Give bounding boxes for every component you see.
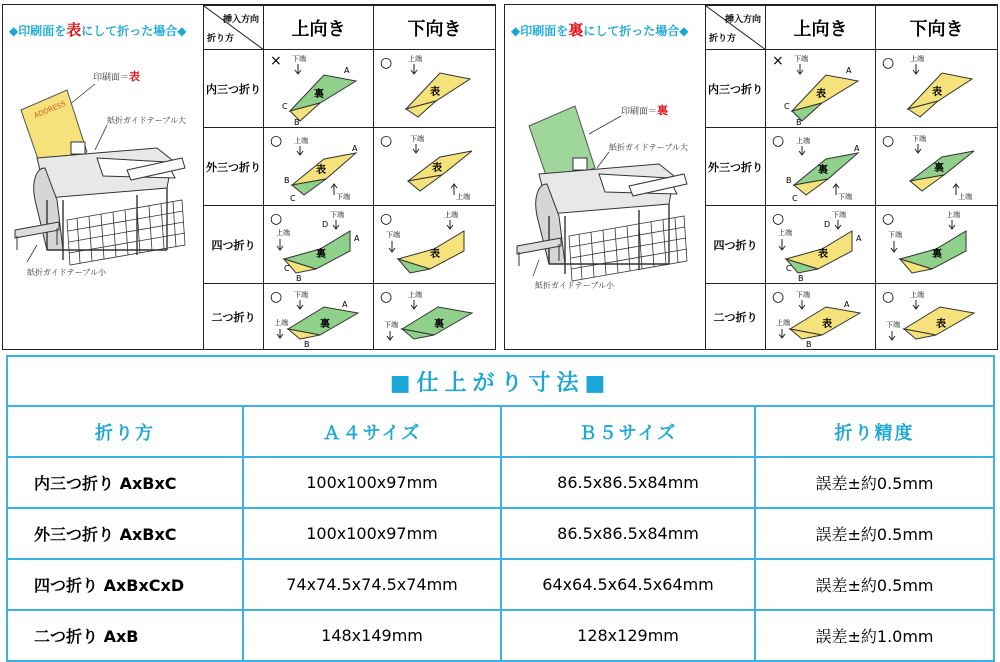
svg-text:下端: 下端 bbox=[912, 134, 926, 143]
svg-text:○: ○ bbox=[380, 132, 393, 149]
svg-text:A: A bbox=[352, 143, 358, 153]
left-fold-grid bbox=[203, 5, 496, 350]
right-fold-grid bbox=[705, 5, 998, 350]
table-row: 外三つ折り AxBxC 100x100x97mm 86.5x86.5x84mm 誤差±約0.5mm bbox=[7, 508, 994, 559]
svg-text:○: ○ bbox=[772, 132, 785, 149]
svg-text:裏: 裏 bbox=[934, 162, 944, 174]
svg-text:上端: 上端 bbox=[274, 318, 288, 327]
svg-text:上端: 上端 bbox=[776, 318, 790, 327]
svg-text:A: A bbox=[342, 299, 348, 309]
table-row: 二つ折り AxB 148x149mm 128x129mm 誤差±約1.0mm bbox=[7, 610, 994, 661]
svg-text:下端: 下端 bbox=[794, 54, 808, 63]
left-fold-panel bbox=[2, 4, 496, 350]
svg-text:表: 表 bbox=[316, 164, 326, 176]
fold-cell-inner-tri-down bbox=[374, 50, 496, 128]
fold-cell-inner-tri-down bbox=[876, 50, 998, 128]
svg-text:表: 表 bbox=[816, 88, 826, 100]
fold-cell-half-down bbox=[374, 284, 496, 350]
left-panel-title: ◆印刷面を表にして折った場合◆ bbox=[9, 21, 187, 39]
svg-text:裏: 裏 bbox=[932, 248, 942, 260]
svg-text:B: B bbox=[786, 175, 792, 185]
svg-text:裏: 裏 bbox=[320, 318, 330, 330]
col-header-down: 下向き bbox=[374, 6, 496, 50]
svg-text:○: ○ bbox=[270, 288, 283, 305]
svg-text:下端: 下端 bbox=[796, 290, 810, 299]
svg-text:下端: 下端 bbox=[330, 210, 344, 219]
svg-text:B: B bbox=[296, 273, 302, 283]
svg-text:B: B bbox=[806, 339, 812, 349]
svg-text:裏: 裏 bbox=[316, 248, 326, 260]
svg-text:下端: 下端 bbox=[838, 192, 852, 201]
fold-cell-quad-up bbox=[264, 206, 374, 284]
header-fold-method: 折り方 bbox=[7, 406, 243, 457]
svg-text:×: × bbox=[270, 52, 282, 69]
svg-text:上端: 上端 bbox=[778, 228, 792, 237]
svg-text:上端: 上端 bbox=[958, 192, 972, 201]
folder-machine-illustration bbox=[7, 50, 203, 325]
svg-text:上端: 上端 bbox=[456, 192, 470, 201]
svg-text:紙折ガイドテーブル大: 紙折ガイドテーブル大 bbox=[609, 143, 689, 152]
svg-text:下端: 下端 bbox=[292, 54, 306, 63]
svg-text:表: 表 bbox=[936, 318, 946, 330]
svg-text:C: C bbox=[784, 101, 790, 111]
svg-text:B: B bbox=[284, 175, 290, 185]
svg-text:D: D bbox=[824, 219, 831, 229]
svg-text:表: 表 bbox=[430, 86, 440, 98]
svg-text:上端: 上端 bbox=[444, 210, 458, 219]
fold-cell-outer-tri-up bbox=[264, 128, 374, 206]
svg-text:○: ○ bbox=[772, 288, 785, 305]
svg-text:○: ○ bbox=[380, 288, 393, 305]
size-table-title: ■仕上がり寸法■ bbox=[7, 356, 994, 406]
svg-text:○: ○ bbox=[270, 210, 283, 227]
finished-size-table bbox=[6, 355, 995, 662]
svg-text:○: ○ bbox=[882, 54, 895, 71]
svg-text:下端: 下端 bbox=[336, 192, 350, 201]
fold-cell-quad-down bbox=[374, 206, 496, 284]
row-label-outer-tri: 外三つ折り bbox=[706, 128, 766, 206]
svg-text:表: 表 bbox=[818, 248, 828, 260]
svg-text:表: 表 bbox=[430, 248, 440, 260]
svg-text:A: A bbox=[344, 65, 350, 75]
row-label-half: 二つ折り bbox=[706, 284, 766, 350]
fold-cell-outer-tri-down bbox=[876, 128, 998, 206]
right-panel-title: ◆印刷面を裏にして折った場合◆ bbox=[511, 21, 689, 39]
svg-text:下端: 下端 bbox=[832, 210, 846, 219]
svg-text:○: ○ bbox=[882, 132, 895, 149]
svg-text:ADDRESS: ADDRESS bbox=[32, 99, 68, 120]
svg-text:上端: 上端 bbox=[294, 136, 308, 145]
svg-text:紙折ガイドテーブル小: 紙折ガイドテーブル小 bbox=[27, 268, 107, 277]
header-fold-accuracy: 折り精度 bbox=[755, 406, 994, 457]
fold-cell-outer-tri-up bbox=[766, 128, 876, 206]
table-row: 四つ折り AxBxCxD 74x74.5x74.5x74mm 64x64.5x64.5x64mm 誤差±約0.5mm bbox=[7, 559, 994, 610]
fold-cell-quad-down bbox=[876, 206, 998, 284]
svg-text:上端: 上端 bbox=[796, 136, 810, 145]
svg-text:C: C bbox=[792, 193, 798, 203]
svg-text:A: A bbox=[846, 65, 852, 75]
svg-text:A: A bbox=[856, 233, 862, 243]
svg-text:下端: 下端 bbox=[888, 230, 902, 239]
svg-text:下端: 下端 bbox=[294, 290, 308, 299]
svg-text:B: B bbox=[304, 339, 310, 349]
fold-cell-half-up bbox=[766, 284, 876, 350]
svg-text:A: A bbox=[854, 143, 860, 153]
svg-text:B: B bbox=[796, 117, 802, 127]
fold-cell-outer-tri-down bbox=[374, 128, 496, 206]
row-label-inner-tri: 内三つ折り bbox=[706, 50, 766, 128]
svg-text:○: ○ bbox=[772, 210, 785, 227]
svg-text:紙折ガイドテーブル大: 紙折ガイドテーブル大 bbox=[107, 116, 187, 125]
svg-text:B: B bbox=[294, 117, 300, 127]
svg-text:表: 表 bbox=[932, 86, 942, 98]
svg-text:×: × bbox=[772, 52, 784, 69]
svg-text:下端: 下端 bbox=[410, 134, 424, 143]
col-header-down: 下向き bbox=[876, 6, 998, 50]
col-header-up: 上向き bbox=[766, 6, 876, 50]
svg-text:裏: 裏 bbox=[818, 164, 828, 176]
svg-text:下端: 下端 bbox=[384, 320, 398, 329]
header-b5-size: Ｂ５サイズ bbox=[501, 406, 755, 457]
row-label-outer-tri: 外三つ折り bbox=[204, 128, 264, 206]
grid-corner-header: 挿入方向 折り方 bbox=[706, 6, 766, 50]
header-a4-size: Ａ４サイズ bbox=[243, 406, 501, 457]
folder-machine-illustration bbox=[509, 50, 705, 325]
svg-text:○: ○ bbox=[882, 288, 895, 305]
svg-text:D: D bbox=[322, 219, 329, 229]
svg-text:印刷面＝表: 印刷面＝表 bbox=[93, 70, 141, 83]
col-header-up: 上向き bbox=[264, 6, 374, 50]
svg-text:A: A bbox=[354, 233, 360, 243]
svg-text:C: C bbox=[786, 263, 792, 273]
fold-cell-inner-tri-up bbox=[766, 50, 876, 128]
svg-text:表: 表 bbox=[822, 318, 832, 330]
svg-text:上端: 上端 bbox=[276, 228, 290, 237]
svg-text:上端: 上端 bbox=[910, 54, 924, 63]
fold-cell-half-up bbox=[264, 284, 374, 350]
row-label-half: 二つ折り bbox=[204, 284, 264, 350]
fold-cell-half-down bbox=[876, 284, 998, 350]
svg-text:表: 表 bbox=[432, 162, 442, 174]
fold-cell-inner-tri-up bbox=[264, 50, 374, 128]
svg-text:○: ○ bbox=[882, 210, 895, 227]
svg-text:裏: 裏 bbox=[314, 88, 324, 100]
row-label-quad: 四つ折り bbox=[706, 206, 766, 284]
row-label-quad: 四つ折り bbox=[204, 206, 264, 284]
svg-text:○: ○ bbox=[380, 210, 393, 227]
row-label-inner-tri: 内三つ折り bbox=[204, 50, 264, 128]
svg-text:上端: 上端 bbox=[408, 54, 422, 63]
svg-text:A: A bbox=[844, 299, 850, 309]
svg-text:下端: 下端 bbox=[886, 320, 900, 329]
right-fold-panel bbox=[504, 4, 998, 350]
svg-text:上端: 上端 bbox=[408, 290, 422, 299]
svg-text:○: ○ bbox=[270, 132, 283, 149]
grid-corner-header: 挿入方向 折り方 bbox=[204, 6, 264, 50]
svg-text:裏: 裏 bbox=[434, 318, 444, 330]
svg-text:C: C bbox=[282, 101, 288, 111]
svg-text:上端: 上端 bbox=[910, 290, 924, 299]
svg-text:C: C bbox=[284, 263, 290, 273]
svg-text:上端: 上端 bbox=[946, 210, 960, 219]
svg-text:下端: 下端 bbox=[386, 230, 400, 239]
svg-text:C: C bbox=[290, 193, 296, 203]
svg-text:○: ○ bbox=[380, 54, 393, 71]
fold-cell-quad-up bbox=[766, 206, 876, 284]
svg-text:B: B bbox=[798, 273, 804, 283]
svg-text:印刷面＝裏: 印刷面＝裏 bbox=[621, 104, 669, 117]
table-row: 内三つ折り AxBxC 100x100x97mm 86.5x86.5x84mm 誤差±約0.5mm bbox=[7, 457, 994, 508]
svg-text:紙折ガイドテーブル小: 紙折ガイドテーブル小 bbox=[535, 281, 615, 290]
